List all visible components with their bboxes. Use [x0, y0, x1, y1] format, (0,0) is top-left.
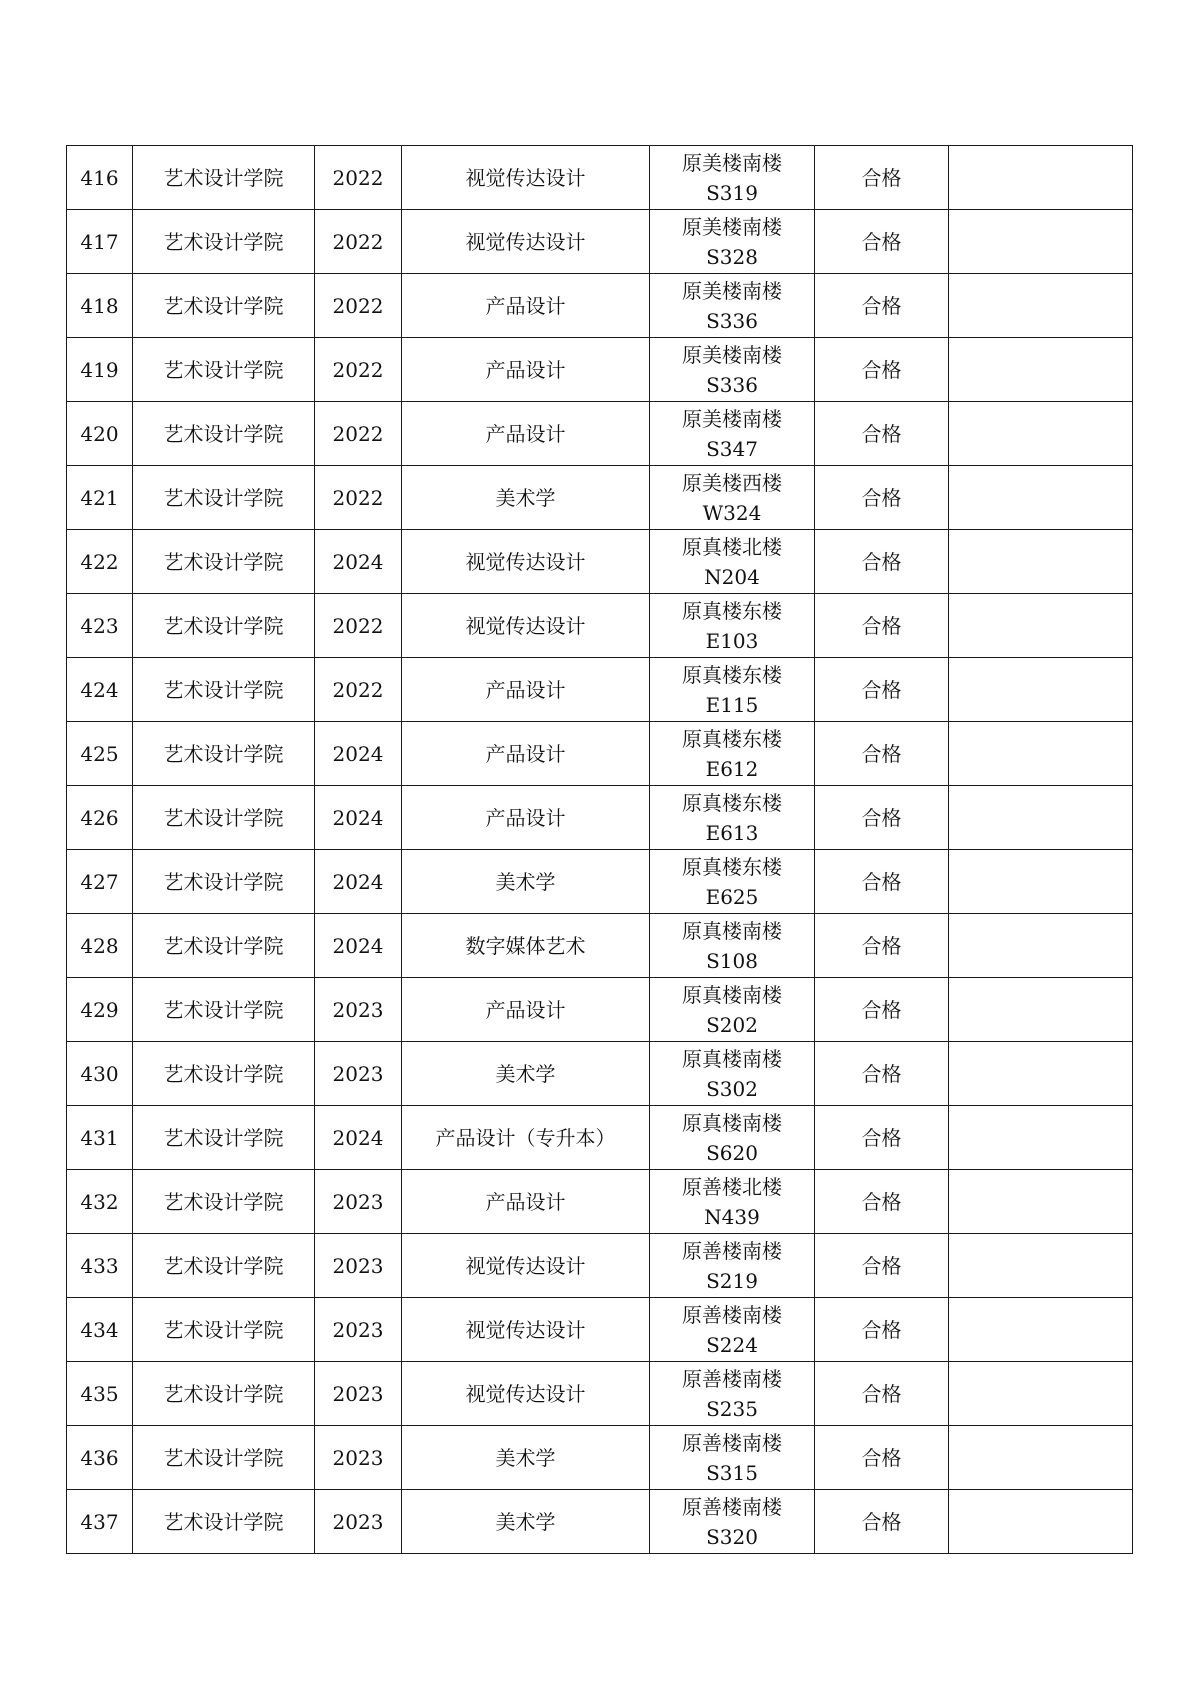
table-row [67, 1234, 1133, 1298]
major-cell: 产品设计 [402, 1170, 650, 1234]
college-cell: 艺术设计学院 [133, 210, 315, 274]
note-cell [949, 658, 1133, 722]
result-cell: 合格 [815, 274, 949, 338]
major-cell: 视觉传达设计 [402, 210, 650, 274]
result-cell: 合格 [815, 1298, 949, 1362]
year-cell: 2023 [315, 978, 402, 1042]
row-number-cell: 426 [67, 786, 133, 850]
result-cell: 合格 [815, 146, 949, 210]
row-number-cell: 430 [67, 1042, 133, 1106]
year-cell: 2023 [315, 1170, 402, 1234]
college-cell: 艺术设计学院 [133, 850, 315, 914]
major-cell: 美术学 [402, 850, 650, 914]
table-row [67, 978, 1133, 1042]
location-cell [650, 1426, 815, 1490]
major-cell: 产品设计 [402, 274, 650, 338]
room-number: W324 [702, 500, 762, 525]
result-cell: 合格 [815, 1234, 949, 1298]
college-cell: 艺术设计学院 [133, 1362, 315, 1426]
note-cell [949, 210, 1133, 274]
college-cell: 艺术设计学院 [133, 146, 315, 210]
room-number: N204 [704, 564, 760, 589]
year-cell: 2023 [315, 1234, 402, 1298]
building-name: 原真楼南楼 [682, 1110, 782, 1135]
room-number: S320 [706, 1524, 758, 1549]
building-name: 原真楼南楼 [682, 918, 782, 943]
row-number-cell: 429 [67, 978, 133, 1042]
room-number: E613 [705, 820, 759, 845]
college-cell: 艺术设计学院 [133, 1234, 315, 1298]
room-number: S224 [706, 1332, 758, 1357]
table-row [67, 466, 1133, 530]
building-name: 原美楼西楼 [682, 470, 782, 495]
note-cell [949, 594, 1133, 658]
major-cell: 产品设计 [402, 338, 650, 402]
year-cell: 2024 [315, 722, 402, 786]
result-cell: 合格 [815, 1106, 949, 1170]
building-name: 原真楼东楼 [682, 598, 782, 623]
college-cell: 艺术设计学院 [133, 978, 315, 1042]
year-cell: 2022 [315, 402, 402, 466]
row-number-cell: 422 [67, 530, 133, 594]
location-cell [650, 1106, 815, 1170]
location-cell [650, 1170, 815, 1234]
note-cell [949, 146, 1133, 210]
college-cell: 艺术设计学院 [133, 466, 315, 530]
building-name: 原善楼北楼 [682, 1174, 782, 1199]
room-number: S315 [706, 1460, 758, 1485]
room-number: N439 [704, 1204, 760, 1229]
row-number-cell: 417 [67, 210, 133, 274]
note-cell [949, 1490, 1133, 1554]
note-cell [949, 466, 1133, 530]
note-cell [949, 274, 1133, 338]
building-name: 原美楼南楼 [682, 150, 782, 175]
year-cell: 2022 [315, 466, 402, 530]
note-cell [949, 1106, 1133, 1170]
table-row [67, 338, 1133, 402]
row-number-cell: 428 [67, 914, 133, 978]
major-cell: 视觉传达设计 [402, 1362, 650, 1426]
note-cell [949, 914, 1133, 978]
result-cell: 合格 [815, 466, 949, 530]
note-cell [949, 786, 1133, 850]
result-cell: 合格 [815, 530, 949, 594]
note-cell [949, 850, 1133, 914]
table-row [67, 146, 1133, 210]
building-name: 原真楼东楼 [682, 662, 782, 687]
result-cell: 合格 [815, 1170, 949, 1234]
result-cell: 合格 [815, 658, 949, 722]
building-name: 原美楼南楼 [682, 214, 782, 239]
major-cell: 产品设计 [402, 978, 650, 1042]
major-cell: 视觉传达设计 [402, 530, 650, 594]
row-number-cell: 436 [67, 1426, 133, 1490]
college-cell: 艺术设计学院 [133, 274, 315, 338]
table-row [67, 722, 1133, 786]
building-name: 原美楼南楼 [682, 342, 782, 367]
note-cell [949, 1170, 1133, 1234]
row-number-cell: 434 [67, 1298, 133, 1362]
note-cell [949, 1426, 1133, 1490]
location-cell [650, 1042, 815, 1106]
result-cell: 合格 [815, 1042, 949, 1106]
location-cell [650, 210, 815, 274]
year-cell: 2022 [315, 210, 402, 274]
table-row [67, 1426, 1133, 1490]
building-name: 原真楼东楼 [682, 854, 782, 879]
room-number: S347 [706, 436, 758, 461]
row-number-cell: 433 [67, 1234, 133, 1298]
location-cell [650, 786, 815, 850]
table-row [67, 1298, 1133, 1362]
room-number: S108 [706, 948, 758, 973]
major-cell: 美术学 [402, 1426, 650, 1490]
result-cell: 合格 [815, 1362, 949, 1426]
building-name: 原真楼南楼 [682, 982, 782, 1007]
building-name: 原善楼南楼 [682, 1238, 782, 1263]
note-cell [949, 1234, 1133, 1298]
result-cell: 合格 [815, 1490, 949, 1554]
result-cell: 合格 [815, 850, 949, 914]
room-number: E625 [705, 884, 759, 909]
year-cell: 2022 [315, 594, 402, 658]
major-cell: 视觉传达设计 [402, 594, 650, 658]
result-cell: 合格 [815, 402, 949, 466]
room-number: S202 [706, 1012, 758, 1037]
college-cell: 艺术设计学院 [133, 594, 315, 658]
major-cell: 视觉传达设计 [402, 146, 650, 210]
room-number: S620 [706, 1140, 758, 1165]
college-cell: 艺术设计学院 [133, 1106, 315, 1170]
table-row [67, 530, 1133, 594]
building-name: 原善楼南楼 [682, 1302, 782, 1327]
year-cell: 2024 [315, 914, 402, 978]
year-cell: 2022 [315, 274, 402, 338]
room-number: S302 [706, 1076, 758, 1101]
table-row [67, 658, 1133, 722]
room-number: S336 [706, 372, 758, 397]
location-cell [650, 1298, 815, 1362]
location-cell [650, 1234, 815, 1298]
note-cell [949, 978, 1133, 1042]
building-name: 原善楼南楼 [682, 1430, 782, 1455]
room-number: E612 [705, 756, 759, 781]
note-cell [949, 722, 1133, 786]
table-row [67, 1106, 1133, 1170]
major-cell: 产品设计 [402, 786, 650, 850]
location-cell [650, 594, 815, 658]
room-number: S235 [706, 1396, 758, 1421]
location-cell [650, 402, 815, 466]
result-cell: 合格 [815, 594, 949, 658]
year-cell: 2023 [315, 1362, 402, 1426]
result-cell: 合格 [815, 338, 949, 402]
year-cell: 2023 [315, 1426, 402, 1490]
college-cell: 艺术设计学院 [133, 1042, 315, 1106]
table-row [67, 210, 1133, 274]
building-name: 原美楼南楼 [682, 278, 782, 303]
college-cell: 艺术设计学院 [133, 1426, 315, 1490]
year-cell: 2022 [315, 146, 402, 210]
result-cell: 合格 [815, 978, 949, 1042]
building-name: 原善楼南楼 [682, 1366, 782, 1391]
result-cell: 合格 [815, 786, 949, 850]
college-cell: 艺术设计学院 [133, 914, 315, 978]
result-cell: 合格 [815, 1426, 949, 1490]
year-cell: 2023 [315, 1298, 402, 1362]
year-cell: 2024 [315, 786, 402, 850]
major-cell: 产品设计 [402, 658, 650, 722]
location-cell [650, 274, 815, 338]
room-number: E115 [705, 692, 759, 717]
row-number-cell: 424 [67, 658, 133, 722]
dormitory-inspection-table [66, 145, 1133, 1554]
location-cell [650, 658, 815, 722]
row-number-cell: 435 [67, 1362, 133, 1426]
college-cell: 艺术设计学院 [133, 722, 315, 786]
major-cell: 美术学 [402, 1042, 650, 1106]
major-cell: 视觉传达设计 [402, 1298, 650, 1362]
major-cell: 产品设计 [402, 722, 650, 786]
table-row [67, 850, 1133, 914]
table-body [67, 146, 1133, 1554]
college-cell: 艺术设计学院 [133, 530, 315, 594]
row-number-cell: 418 [67, 274, 133, 338]
major-cell: 产品设计 [402, 402, 650, 466]
note-cell [949, 1298, 1133, 1362]
row-number-cell: 437 [67, 1490, 133, 1554]
major-cell: 数字媒体艺术 [402, 914, 650, 978]
note-cell [949, 1362, 1133, 1426]
note-cell [949, 338, 1133, 402]
college-cell: 艺术设计学院 [133, 658, 315, 722]
table-row [67, 274, 1133, 338]
row-number-cell: 416 [67, 146, 133, 210]
table-row [67, 594, 1133, 658]
table-row [67, 402, 1133, 466]
row-number-cell: 425 [67, 722, 133, 786]
room-number: S328 [706, 244, 758, 269]
note-cell [949, 530, 1133, 594]
result-cell: 合格 [815, 210, 949, 274]
building-name: 原真楼南楼 [682, 1046, 782, 1071]
location-cell [650, 1362, 815, 1426]
building-name: 原美楼南楼 [682, 406, 782, 431]
table-row [67, 914, 1133, 978]
location-cell [650, 466, 815, 530]
room-number: S319 [706, 180, 758, 205]
location-cell [650, 338, 815, 402]
row-number-cell: 432 [67, 1170, 133, 1234]
table-row [67, 1042, 1133, 1106]
college-cell: 艺术设计学院 [133, 338, 315, 402]
college-cell: 艺术设计学院 [133, 786, 315, 850]
location-cell [650, 530, 815, 594]
row-number-cell: 431 [67, 1106, 133, 1170]
location-cell [650, 1490, 815, 1554]
building-name: 原善楼南楼 [682, 1494, 782, 1519]
table-row [67, 786, 1133, 850]
row-number-cell: 423 [67, 594, 133, 658]
row-number-cell: 420 [67, 402, 133, 466]
table-row [67, 1170, 1133, 1234]
location-cell [650, 978, 815, 1042]
note-cell [949, 1042, 1133, 1106]
location-cell [650, 722, 815, 786]
room-number: S336 [706, 308, 758, 333]
year-cell: 2022 [315, 658, 402, 722]
college-cell: 艺术设计学院 [133, 1298, 315, 1362]
row-number-cell: 421 [67, 466, 133, 530]
year-cell: 2023 [315, 1042, 402, 1106]
college-cell: 艺术设计学院 [133, 1170, 315, 1234]
result-cell: 合格 [815, 914, 949, 978]
location-cell [650, 914, 815, 978]
year-cell: 2023 [315, 1490, 402, 1554]
note-cell [949, 402, 1133, 466]
room-number: E103 [705, 628, 759, 653]
row-number-cell: 419 [67, 338, 133, 402]
row-number-cell: 427 [67, 850, 133, 914]
location-cell [650, 146, 815, 210]
year-cell: 2024 [315, 1106, 402, 1170]
major-cell: 美术学 [402, 1490, 650, 1554]
location-cell [650, 850, 815, 914]
table-row [67, 1490, 1133, 1554]
building-name: 原真楼东楼 [682, 790, 782, 815]
major-cell: 美术学 [402, 466, 650, 530]
room-number: S219 [706, 1268, 758, 1293]
college-cell: 艺术设计学院 [133, 1490, 315, 1554]
major-cell: 视觉传达设计 [402, 1234, 650, 1298]
year-cell: 2024 [315, 850, 402, 914]
college-cell: 艺术设计学院 [133, 402, 315, 466]
building-name: 原真楼东楼 [682, 726, 782, 751]
major-cell: 产品设计（专升本） [402, 1106, 650, 1170]
year-cell: 2022 [315, 338, 402, 402]
building-name: 原真楼北楼 [682, 534, 782, 559]
result-cell: 合格 [815, 722, 949, 786]
year-cell: 2024 [315, 530, 402, 594]
table-row [67, 1362, 1133, 1426]
